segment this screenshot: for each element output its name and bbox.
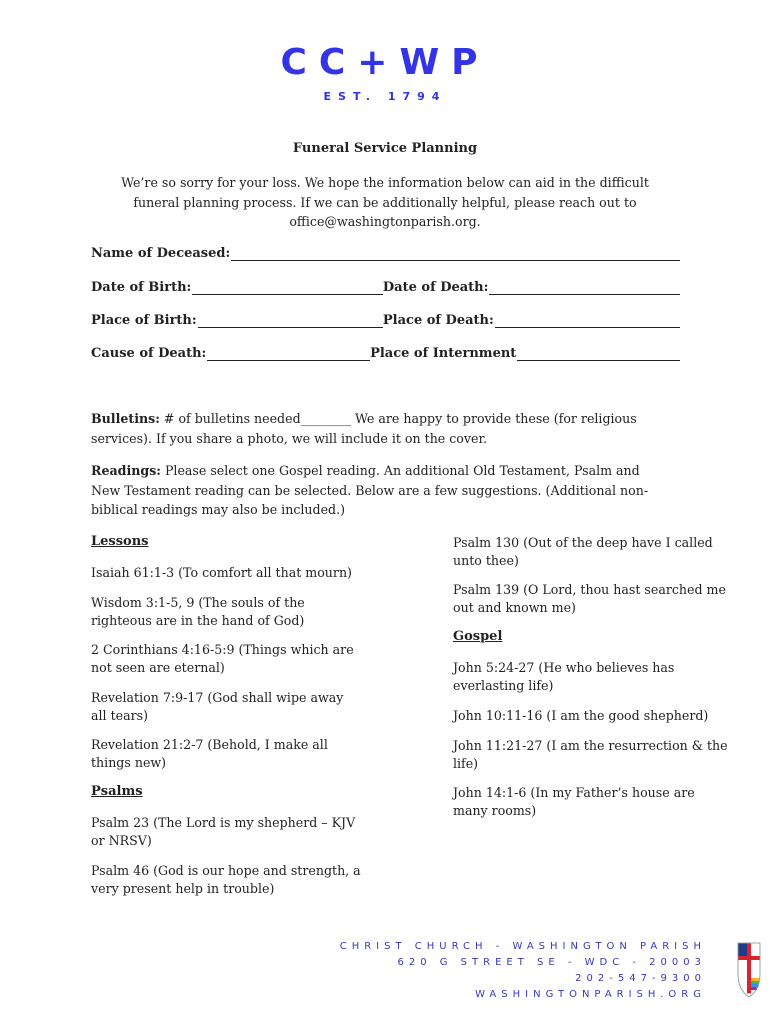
list-item: John 5:24-27 (He who believes has everlasting life): [453, 660, 675, 693]
cause-internment-row: [91, 343, 680, 361]
cause-of-death-field[interactable]: [207, 346, 370, 361]
footer-phone: 202-547-9300: [575, 973, 706, 984]
date-of-birth-label: Date of Birth:: [91, 280, 192, 295]
readings-paragraph: [91, 461, 651, 520]
readings-label: Readings:: [91, 463, 161, 478]
list-item: Revelation 7:9-17 (God shall wipe away all tears): [91, 690, 344, 723]
name-of-deceased-row: [91, 243, 680, 261]
page-title: Funeral Service Planning: [292, 141, 478, 156]
place-of-internment-field[interactable]: [517, 346, 680, 361]
readings-text: Please select one Gospel reading. An additional Old Testament, Psalm and New Testament reading can be selected. Below are a few suggestions. (Additional non-biblical readings may also be included.): [91, 463, 649, 517]
place-of-death-field[interactable]: [495, 313, 680, 328]
list-item: 2 Corinthians 4:16-5:9 (Things which are not seen are eternal): [91, 642, 354, 675]
gospel-heading: Gospel: [453, 629, 503, 644]
established-year: EST. 1794: [323, 90, 447, 103]
date-of-death-field[interactable]: [489, 280, 680, 295]
footer-parish-name: CHRIST CHURCH - WASHINGTON PARISH: [339, 941, 706, 952]
list-item: Revelation 21:2-7 (Behold, I make all things new): [91, 737, 328, 770]
name-of-deceased-label: Name of Deceased:: [91, 246, 231, 261]
episcopal-shield-icon: [737, 942, 761, 998]
place-of-birth-field[interactable]: [198, 313, 383, 328]
logo-wordmark: CC+WP: [280, 42, 490, 83]
cause-of-death-label: Cause of Death:: [91, 346, 207, 361]
place-of-birth-label: Place of Birth:: [91, 313, 197, 328]
birth-death-place-row: [91, 310, 680, 328]
list-item: Wisdom 3:1-5, 9 (The souls of the righteous are in the hand of God): [91, 595, 305, 628]
birth-death-date-row: [91, 277, 680, 295]
list-item: Psalm 23 (The Lord is my shepherd – KJV or NRSV): [91, 815, 356, 848]
list-item: John 14:1-6 (In my Father’s house are many rooms): [453, 785, 695, 818]
bulletins-paragraph: [91, 409, 681, 448]
name-of-deceased-field[interactable]: [231, 246, 680, 261]
bulletins-text: # of bulletins needed________ We are happy to provide these (for religious services). If you share a photo, we will include it on the cover.: [91, 411, 637, 446]
intro-paragraph: We’re so sorry for your loss. We hope the information below can aid in the difficult funeral planning process. If we can be additionally helpful, please reach out to office@washingtonparish.org.: [121, 175, 649, 229]
place-of-internment-label: Place of Internment: [370, 346, 517, 361]
place-of-death-label: Place of Death:: [382, 313, 494, 328]
psalms-heading: Psalms: [91, 784, 143, 799]
date-of-death-label: Date of Death:: [382, 280, 489, 295]
footer-address: 620 G STREET SE - WDC - 20003: [397, 957, 706, 968]
list-item: John 11:21-27 (I am the resurrection & the life): [453, 738, 728, 771]
bulletins-label: Bulletins:: [91, 411, 160, 426]
list-item: Psalm 46 (God is our hope and strength, a very present help in trouble): [91, 863, 361, 896]
date-of-birth-field[interactable]: [192, 280, 383, 295]
lessons-heading: Lessons: [91, 534, 149, 549]
list-item: John 10:11-16 (I am the good shepherd): [453, 708, 709, 723]
list-item: Psalm 139 (O Lord, thou hast searched me out and known me): [453, 582, 726, 615]
list-item: Psalm 130 (Out of the deep have I called unto thee): [453, 535, 713, 568]
list-item: Isaiah 61:1-3 (To comfort all that mourn): [91, 565, 352, 580]
footer-website[interactable]: WASHINGTONPARISH.ORG: [475, 989, 706, 1000]
